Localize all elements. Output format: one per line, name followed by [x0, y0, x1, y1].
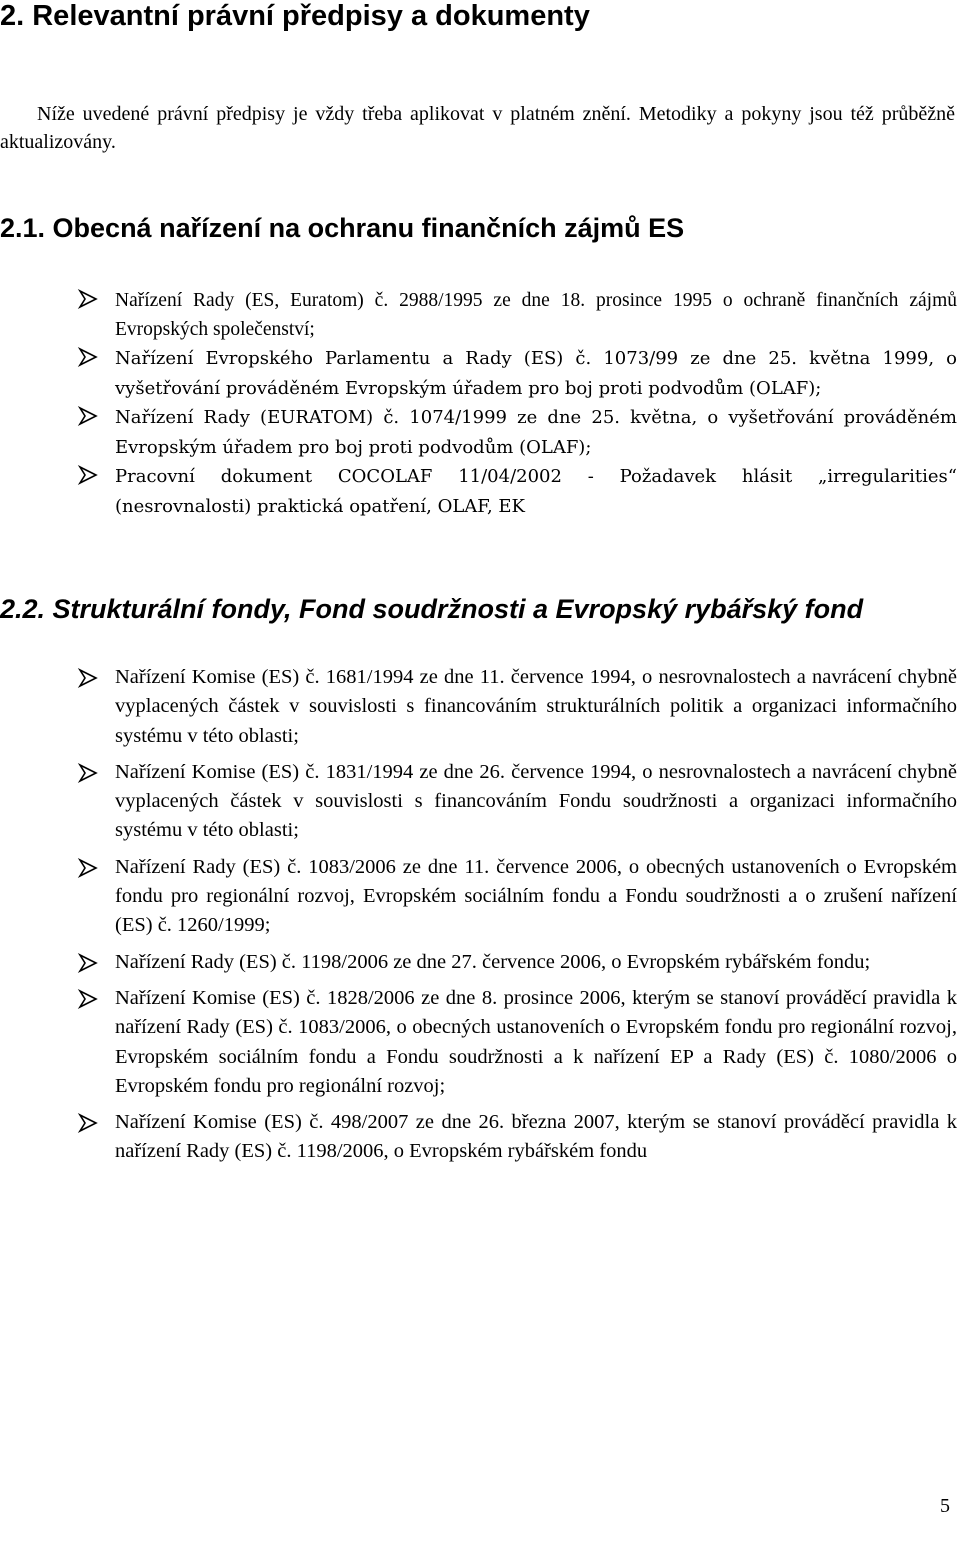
- arrow-bullet-icon: [77, 1112, 99, 1134]
- arrow-bullet-icon: [77, 988, 99, 1010]
- list-item-text: Nařízení Rady (EURATOM) č. 1074/1999 ze dne 25. května, o vyšetřování prováděném Evropským úřadem pro boj proti podvodům (OLAF);: [115, 407, 957, 458]
- list-item-text: Nařízení Rady (ES) č. 1083/2006 ze dne 11. července 2006, o obecných ustanoveních o Evropském fondu pro regionální rozvoj, Evropském sociálním fondu a Fondu soudržnosti a o zrušení nařízení (ES) č. 1260/1999;: [115, 855, 957, 937]
- section-2-2-heading: 2.2. Strukturální fondy, Fond soudržnosti a Evropský rybářský fond: [0, 594, 864, 624]
- list-item-text: Nařízení Rady (ES) č. 1198/2006 ze dne 27. července 2006, o Evropském rybářském fondu;: [115, 950, 871, 973]
- list-item-text: Nařízení Rady (ES, Euratom) č. 2988/1995 ze dne 18. prosince 1995 o ochraně finančních zájmů Evropských společenství;: [115, 290, 957, 340]
- list-item: [0, 984, 957, 1101]
- arrow-bullet-icon: [77, 762, 99, 784]
- list-item-text: Pracovní dokument COCOLAF 11/04/2002 - Požadavek hlásit „irregularities“ (nesrovnalosti) praktická opatření, OLAF, EK: [115, 466, 957, 517]
- list-item: [0, 403, 957, 462]
- list-item: [0, 758, 957, 846]
- list-item-text: Nařízení Komise (ES) č. 498/2007 ze dne 26. března 2007, kterým se stanoví prováděcí pravidla k nařízení Rady (ES) č. 1198/2006, o Evropském rybářském fondu: [115, 1111, 957, 1163]
- list-item: [0, 286, 957, 344]
- arrow-bullet-icon: [77, 288, 99, 310]
- intro-paragraph: Níže uvedené právní předpisy je vždy třeba aplikovat v platném znění. Metodiky a pokyny jsou též průběžně aktualizovány.: [0, 103, 955, 153]
- page-number: 5: [940, 1495, 950, 1517]
- arrow-bullet-icon: [77, 464, 99, 486]
- section-2-1-heading: 2.1. Obecná nařízení na ochranu finančních zájmů ES: [0, 213, 685, 243]
- list-item-text: Nařízení Komise (ES) č. 1681/1994 ze dne 11. července 1994, o nesrovnalostech a navrácení chybně vyplacených částek v souvislosti s financováním strukturálních politik a organizaci informačního systému v této oblasti;: [115, 666, 957, 747]
- arrow-bullet-icon: [77, 952, 99, 974]
- arrow-bullet-icon: [77, 667, 99, 689]
- list-item-text: Nařízení Komise (ES) č. 1828/2006 ze dne 8. prosince 2006, kterým se stanoví prováděcí pravidla k nařízení Rady (ES) č. 1083/2006, o obecných ustanoveních o Evropském fondu pro regionální rozvoj, Evropském sociálním fondu a Fondu soudržnosti a k nařízení EP a Rady (ES) č. 1080/2006 o Evropském fondu pro regionální rozvoj;: [115, 986, 957, 1097]
- list-item: [0, 948, 957, 977]
- arrow-bullet-icon: [77, 405, 99, 427]
- list-item: [0, 663, 957, 751]
- list-item-text: Nařízení Evropského Parlamentu a Rady (ES) č. 1073/99 ze dne 25. května 1999, o vyšetřování prováděném Evropským úřadem pro boj proti podvodům (OLAF);: [115, 348, 957, 399]
- list-item: [0, 1108, 957, 1167]
- section-2-2-list: [0, 663, 957, 1167]
- section-2-1-list: [0, 286, 957, 521]
- arrow-bullet-icon: [77, 346, 99, 368]
- chapter-heading: 2. Relevantní právní předpisy a dokumenty: [0, 0, 590, 32]
- list-item: [0, 462, 957, 521]
- list-item: [0, 344, 957, 403]
- list-item-text: Nařízení Komise (ES) č. 1831/1994 ze dne 26. července 1994, o nesrovnalostech a navrácení chybně vyplacených částek v souvislosti s financováním Fondu soudržnosti a organizaci informačního systému v této oblasti;: [115, 760, 957, 842]
- list-item: [0, 853, 957, 941]
- arrow-bullet-icon: [77, 857, 99, 879]
